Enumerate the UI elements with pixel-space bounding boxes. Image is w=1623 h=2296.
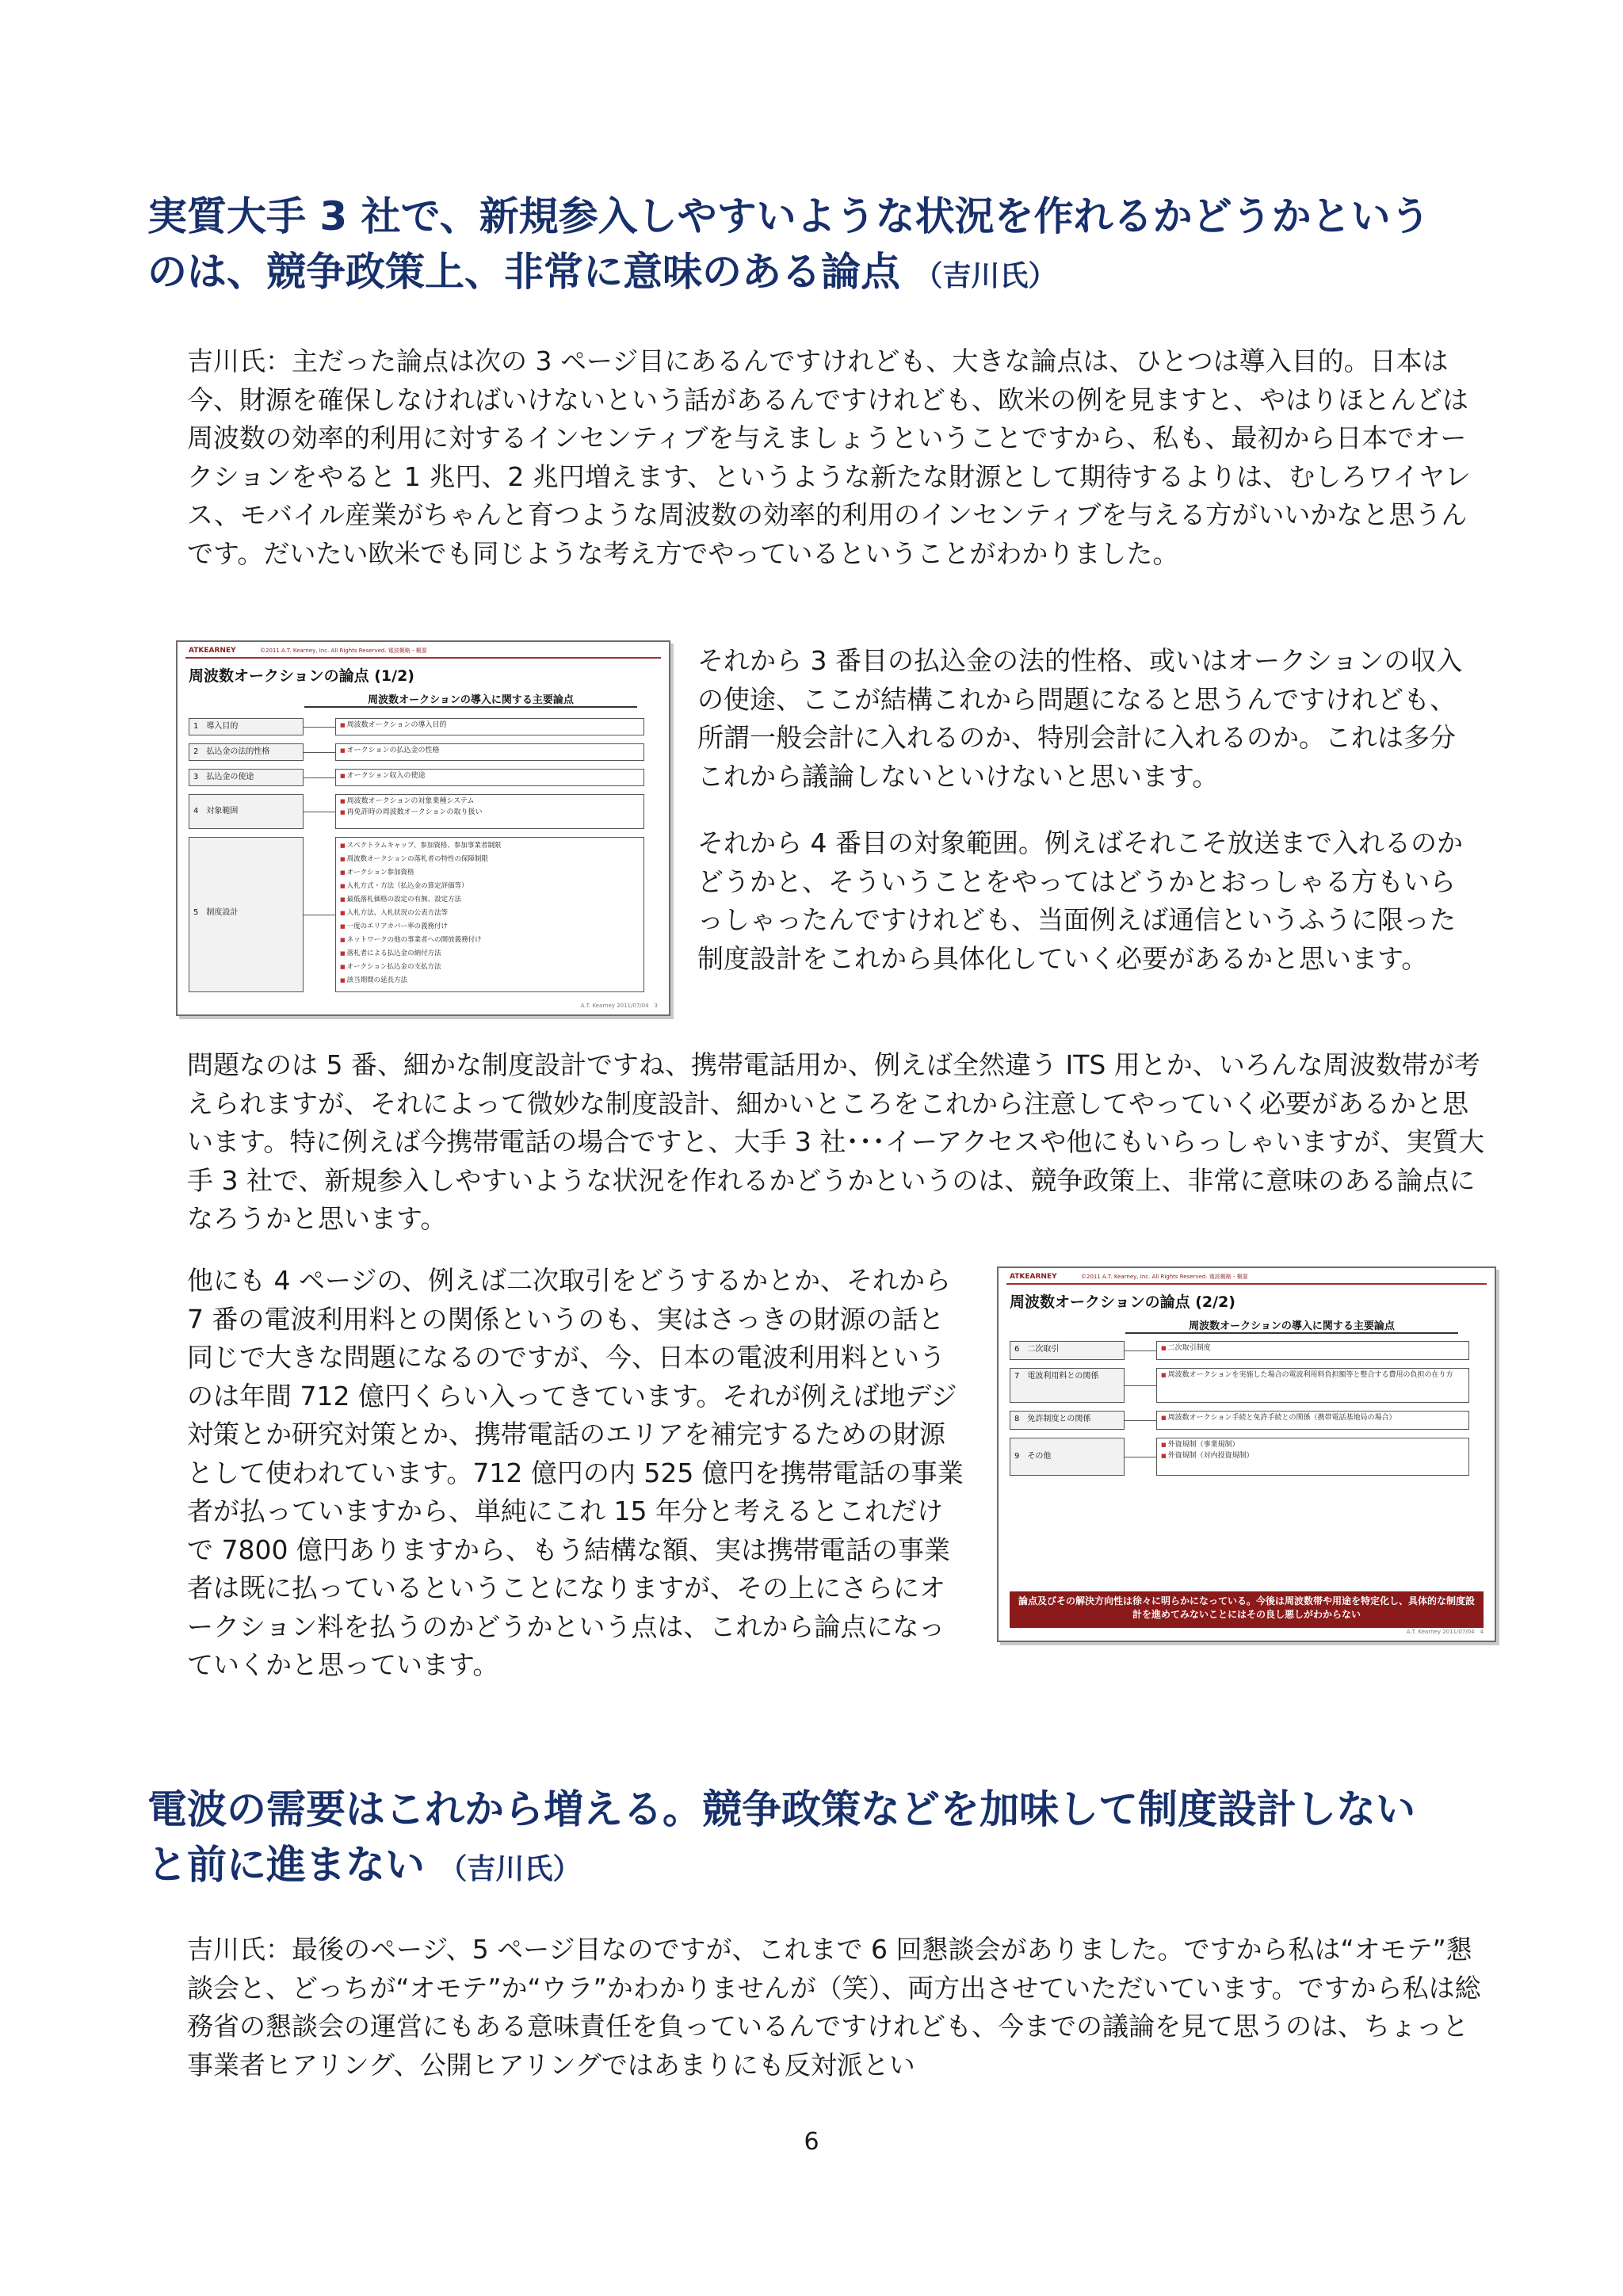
slide2-conclusion-banner: 論点及びその解決方向性は徐々に明らかになっている。今後は周波数帯や用途を特定化し、具体的な制度設計を進めてみないことにはその良し悪しがわからない — [1010, 1591, 1484, 1628]
slide1-row-items — [335, 743, 644, 761]
section2-heading-line1: 電波の需要はこれから増える。競争政策などを加味して制度設計しない — [147, 1786, 1415, 1832]
slide1-item: ■ 周波数オークションの対象業種システム — [340, 797, 640, 808]
slide1-row-items — [335, 837, 644, 992]
slide2-item: ■ 外資規制（事業規制） — [1161, 1440, 1465, 1451]
slide1-row-label: 4 対象範囲 — [189, 794, 304, 829]
slide-thumbnail-2 — [997, 1266, 1496, 1642]
section1-paragraph-2: それから 3 番目の払込金の法的性格、或いはオークションの収入の使途、ここが結構これから問題になると思うんですけれども、所謂一般会計に入れるのか、特別会計に入れるのか。これは多分これから議論しないといけないと思います。 — [697, 645, 1463, 792]
slide1-connector — [304, 752, 335, 753]
section1-heading-line2: のは、競争政策上、非常に意味のある論点 — [147, 249, 900, 295]
slide1-row-label: 2 払込金の法的性格 — [189, 743, 304, 761]
section2-speaker: （吉川氏） — [438, 1853, 582, 1885]
slide1-item: ■ スペクトラムキャップ、参加資格、参加事業者制限 — [340, 839, 640, 853]
section1-speaker: （吉川氏） — [914, 260, 1057, 292]
slide1-row-label: 5 制度設計 — [189, 837, 304, 992]
slide2-meta: ©2011 A.T. Kearney, Inc. All Rights Reserved. 電波概略・概要 — [1081, 1274, 1248, 1280]
slide1-item: ■ オークション払込金の支払方法 — [340, 961, 640, 974]
slide1-item: ■ 落札者による払込金の納付方法 — [340, 947, 640, 961]
slide1-rule — [185, 657, 661, 659]
slide1-row-label: 3 払込金の使途 — [189, 769, 304, 786]
slide1-item: ■ 周波数オークションの導入目的 — [340, 720, 640, 732]
slide2-item: ■ 二次取引制度 — [1161, 1343, 1465, 1354]
slide2-footer: A.T. Kearney 2011/07/04 4 — [1406, 1629, 1484, 1635]
slide2-brand-logo: ATKEARNEY — [1010, 1273, 1057, 1281]
slide1-item: ■ 該当期間の延長方法 — [340, 974, 640, 988]
slide1-row-items — [335, 718, 644, 735]
slide1-item: ■ 入札方法、入札状況の公表方法等 — [340, 907, 640, 920]
slide1-item: ■ オークション参加資格 — [340, 866, 640, 880]
slide2-row-items — [1156, 1341, 1469, 1360]
section1-heading-line1: 実質大手 3 社で、新規参入しやすいような状況を作れるかどうかという — [147, 193, 1430, 239]
slide1-row-items — [335, 794, 644, 829]
section1-paragraph-4: 問題なのは 5 番、細かな制度設計ですね、携帯電話用か、例えば全然違う ITS 用とか、いろんな周波数帯が考えられますが、それによって微妙な制度設計、細かいところをこれから注意してやっていく必要があるかと思います。特に例えば今携帯電話の場合ですと、大手 3 社･･･イーアクセスや他にもいらっしゃいますが、実質大手 3 社で、新規参入しやすいような状況を作れるかどうかというのは、競争政策上、非常に意味のある論点になろうかと思います。 — [187, 1049, 1485, 1234]
slide1-subhead: 周波数オークションの導入に関する主要論点 — [304, 691, 637, 708]
slide1-connector — [304, 777, 335, 778]
slide1-meta: ©2011 A.T. Kearney, Inc. All Rights Reserved. 電波概略・概要 — [260, 648, 427, 654]
slide1-item: ■ 最低落札価格の設定の有無、設定方法 — [340, 893, 640, 907]
slide2-row-items — [1156, 1411, 1469, 1430]
slide2-row-label: 6 二次取引 — [1010, 1341, 1125, 1360]
slide1-item: ■ ネットワークの他の事業者への開放義務付け — [340, 934, 640, 947]
slide2-item: ■ 外資規制（対内投資規制） — [1161, 1451, 1465, 1462]
slide1-item: ■ 再免許時の周波数オークションの取り扱い — [340, 808, 640, 819]
section2-heading — [147, 1782, 1495, 1897]
slide1-item: ■ 周波数オークションの落札者の特性の保障制限 — [340, 853, 640, 866]
slide2-connector — [1125, 1350, 1156, 1351]
section1-paragraph-1: 吉川氏：主だった論点は次の 3 ページ目にあるんですけれども、大きな論点は、ひとつは導入目的。日本は今、財源を確保しなければいけないという話があるんですけれども、欧米の例を見ますと、やはりほとんどは周波数の効率的利用に対するインセンティブを与えましょうということですから、私も、最初から日本でオークションをやると 1 兆円、2 兆円増えます、というような新たな財源として期待するよりは、むしろワイヤレス、モバイル産業がちゃんと育つような周波数の効率的利用のインセンティブを与える方がいいかなと思うんです。だいたい欧米でも同じような考え方でやっているということがわかりました。 — [187, 346, 1471, 569]
slide2-item: ■ 周波数オークション手続と免許手続との関係（携帯電話基地局の場合） — [1161, 1413, 1465, 1424]
section1-paragraph-5: 他にも 4 ページの、例えば二次取引をどうするかとか、それから 7 番の電波利用料との関係というのも、実はさっきの財源の話と同じで大きな問題になるのですが、今、日本の電波利用料というのは年間 712 億円くらい入ってきています。それが例えば地デジ対策とか研究対策とか、携帯電話のエリアを補完するための財源として使われています。712 億円の内 525 億円を携帯電話の事業者が払っていますから、単純にこれ 15 年分と考えるとこれだけで 7800 億円ありますから、もう結構な額、実は携帯電話の事業者は既に払っているということになりますが、その上にさらにオークション料を払うのかどうかという点は、これから論点になっていくかと思っています。 — [187, 1265, 964, 1680]
slide2-item: ■ 周波数オークションを実施した場合の電波利用料負担額等と整合する費用の負担の在り方 — [1161, 1370, 1465, 1381]
slide2-row-items — [1156, 1438, 1469, 1476]
slide2-connector — [1125, 1420, 1156, 1421]
slide1-connector — [304, 727, 335, 728]
slide1-item: ■ 入札方式・方法（払込金の算定評価等） — [340, 880, 640, 893]
section2-heading-line2: と前に進まない — [147, 1842, 425, 1888]
slide2-row-label: 8 免許制度との関係 — [1010, 1411, 1125, 1430]
slide2-rule — [1006, 1283, 1487, 1285]
slide2-row-label: 7 電波利用料との関係 — [1010, 1368, 1125, 1403]
slide2-connector — [1125, 1385, 1156, 1386]
slide1-row-label: 1 導入目的 — [189, 718, 304, 735]
slide2-row-label: 9 その他 — [1010, 1438, 1125, 1476]
slide1-footer: A.T. Kearney 2011/07/04 3 — [580, 1003, 658, 1009]
section1-paragraph-3: それから 4 番目の対象範囲。例えばそれこそ放送まで入れるのかどうかと、そういうことをやってはどうかとおっしゃる方もいらっしゃったんですけれども、当面例えば通信というふうに限った制度設計をこれから具体化していく必要があるかと思います。 — [697, 827, 1463, 974]
slide1-brand-logo: ATKEARNEY — [189, 647, 236, 655]
slide1-item: ■ 一度のエリアカバー率の義務付け — [340, 920, 640, 934]
slide2-row-items — [1156, 1368, 1469, 1403]
page-number: 6 — [804, 2128, 819, 2156]
slide1-item: ■ オークション収入の使途 — [340, 771, 640, 782]
slide1-item: ■ オークションの払込金の性格 — [340, 746, 640, 757]
slide2-subhead: 周波数オークションの導入に関する主要論点 — [1125, 1317, 1458, 1334]
slide2-title: 周波数オークションの論点 (2/2) — [1010, 1293, 1235, 1311]
slide1-title: 周波数オークションの論点 (1/2) — [189, 667, 414, 685]
section1-heading — [147, 189, 1495, 304]
section2-paragraph-1: 吉川氏：最後のページ、5 ページ目なのですが、これまで 6 回懇談会がありました。ですから私は“オモテ”懇談会と、どっちが“オモテ”か“ウラ”かわかりませんが（笑）、両方出させていただいています。ですから私は総務省の懇談会の運営にもある意味責任を負っているんですけれども、今までの議論を見て思うのは、ちょっと事業者ヒアリング、公開ヒアリングではあまりにも反対派とい — [187, 1934, 1481, 2080]
slide-thumbnail-1 — [176, 640, 670, 1016]
slide1-row-items — [335, 769, 644, 786]
